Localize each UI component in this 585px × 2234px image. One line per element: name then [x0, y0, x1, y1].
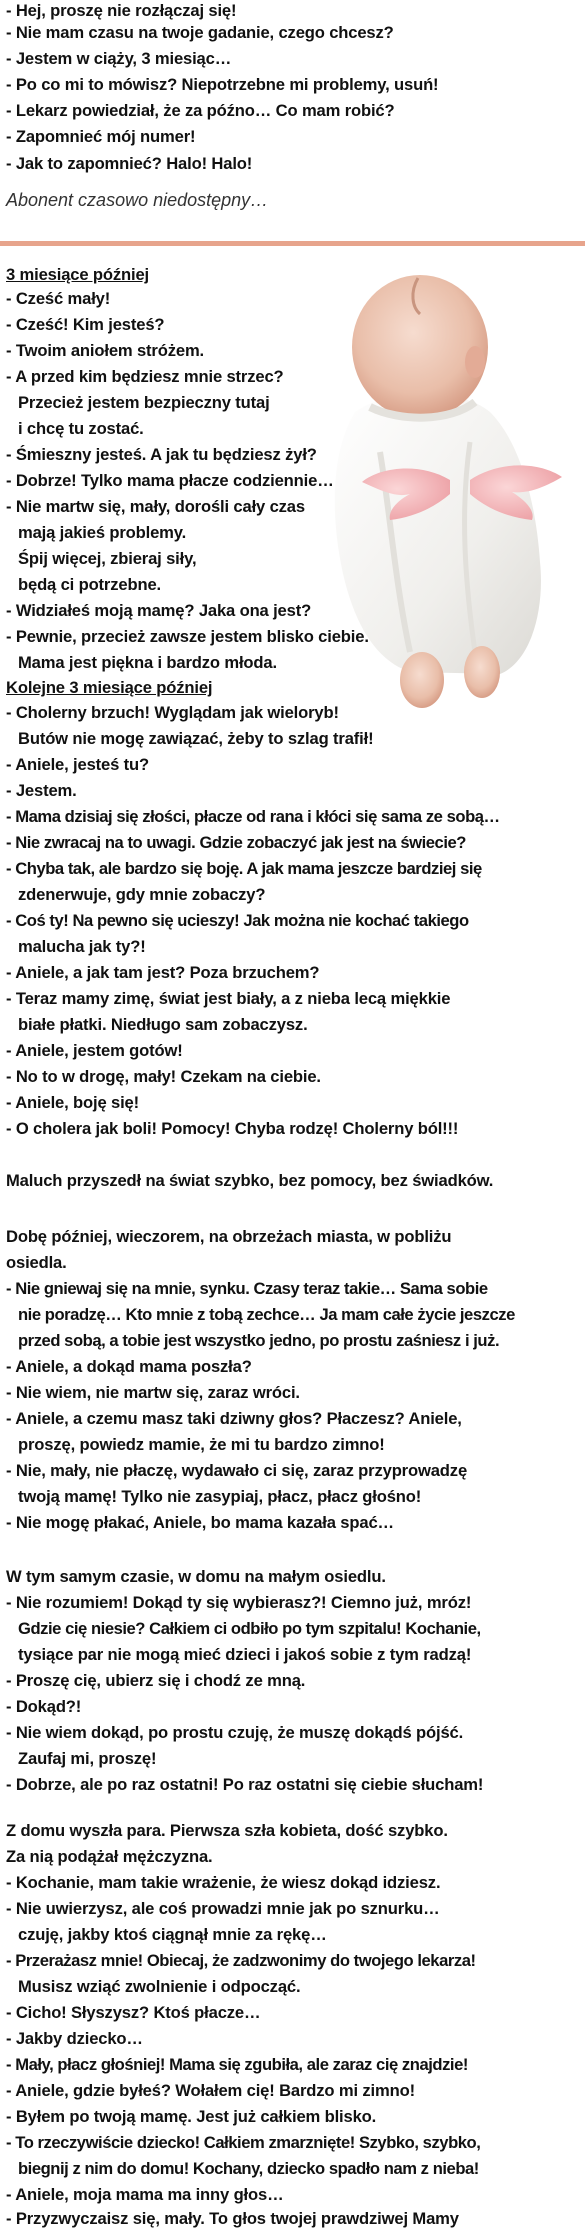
dialogue-line: - O cholera jak boli! Pomocy! Chyba rodzę! Cholerny ból!!! [6, 1119, 459, 1138]
dialogue-line: - Aniele, a czemu masz taki dziwny głos? Płaczesz? Aniele, [6, 1409, 462, 1428]
dialogue-line: - Nie wiem dokąd, po prostu czuję, że muszę dokądś pójść. [6, 1723, 464, 1742]
dialogue-line: Śpij więcej, zbieraj siły, [18, 549, 197, 568]
dialogue-line: - Nie mogę płakać, Aniele, bo mama kazała spać… [6, 1513, 394, 1532]
dialogue-line: przed sobą, a tobie jest wszystko jedno, po prostu zaśniesz i już. [18, 1331, 500, 1350]
dialogue-line: - Dobrze, ale po raz ostatni! Po raz ostatni się ciebie słucham! [6, 1775, 484, 1794]
dialogue-line: - Zapomnieć mój numer! [6, 127, 196, 146]
dialogue-line: - Przyzwyczaisz się, mały. To głos twojej prawdziwej Mamy [6, 2209, 459, 2228]
dialogue-line: - Aniele, a jak tam jest? Poza brzuchem? [6, 963, 320, 982]
dialogue-line: - Aniele, moja mama ma inny głos… [6, 2185, 284, 2204]
dialogue-line: - Coś ty! Na pewno się ucieszy! Jak można nie kochać takiego [6, 911, 469, 930]
dialogue-line: - Nie zwracaj na to uwagi. Gdzie zobaczyć jak jest na świecie? [6, 833, 466, 852]
section-divider [0, 241, 585, 246]
dialogue-line: twoją mamę! Tylko nie zasypiaj, płacz, płacz głośno! [18, 1487, 422, 1506]
dialogue-line: - Jestem w ciąży, 3 miesiąc… [6, 49, 232, 68]
dialogue-line: i chcę tu zostać. [18, 419, 144, 438]
dialogue-line: - Aniele, gdzie byłeś? Wołałem cię! Bardzo mi zimno! [6, 2081, 415, 2100]
dialogue-line: malucha jak ty?! [18, 937, 146, 956]
dialogue-line: - Nie martw się, mały, dorośli cały czas [6, 497, 305, 516]
dialogue-line: - Chyba tak, ale bardzo się boję. A jak mama jeszcze bardziej się [6, 859, 482, 878]
dialogue-line: Mama jest piękna i bardzo młoda. [18, 653, 277, 672]
narration-line: Za nią podążał mężczyzna. [6, 1847, 213, 1866]
dialogue-line: tysiące par nie mogą mieć dzieci i jakoś sobie z tym radzą! [18, 1645, 472, 1664]
section-heading: 3 miesiące później [6, 265, 150, 284]
dialogue-line: - Hej, proszę nie rozłączaj się! [6, 1, 237, 20]
dialogue-line: - Nie, mały, nie płaczę, wydawało ci się, zaraz przyprowadzę [6, 1461, 468, 1480]
dialogue-line: - Aniele, jestem gotów! [6, 1041, 183, 1060]
dialogue-line: mają jakieś problemy. [18, 523, 187, 542]
narration-line: W tym samym czasie, w domu na małym osiedlu. [6, 1567, 386, 1586]
dialogue-line: - Cześć! Kim jesteś? [6, 315, 165, 334]
dialogue-line: będą ci potrzebne. [18, 575, 161, 594]
dialogue-line: - Aniele, boję się! [6, 1093, 140, 1112]
dialogue-line: - Mały, płacz głośniej! Mama się zgubiła, ale zaraz cię znajdzie! [6, 2055, 468, 2074]
dialogue-line: białe płatki. Niedługo sam zobaczysz. [18, 1015, 308, 1034]
dialogue-line: - Jak to zapomnieć? Halo! Halo! [6, 154, 253, 173]
narration-line: Dobę później, wieczorem, na obrzeżach miasta, w pobliżu [6, 1227, 452, 1246]
dialogue-line: Przecież jestem bezpieczny tutaj [18, 393, 270, 412]
dialogue-line: czuję, jakby ktoś ciągnął mnie za rękę… [18, 1925, 327, 1944]
dialogue-line: Gdzie cię niesie? Całkiem ci odbiło po tym szpitalu! Kochanie, [18, 1619, 481, 1638]
dialogue-line: Butów nie mogę zawiązać, żeby to szlag trafił! [18, 729, 374, 748]
dialogue-line: zdenerwuje, gdy mnie zobaczy? [18, 885, 266, 904]
dialogue-line: - A przed kim będziesz mnie strzec? [6, 367, 284, 386]
dialogue-line: biegnij z nim do domu! Kochany, dziecko spadło nam z nieba! [18, 2159, 479, 2178]
dialogue-line: - Widziałeś moją mamę? Jaka ona jest? [6, 601, 312, 620]
dialogue-line: - Mama dzisiaj się złości, płacze od rana i kłóci się sama ze sobą… [6, 807, 500, 826]
dialogue-line: - Kochanie, mam takie wrażenie, że wiesz dokąd idziesz. [6, 1873, 441, 1892]
dialogue-line: - To rzeczywiście dziecko! Całkiem zmarznięte! Szybko, szybko, [6, 2133, 481, 2152]
dialogue-line: - Po co mi to mówisz? Niepotrzebne mi problemy, usuń! [6, 75, 439, 94]
call-status-text: Abonent czasowo niedostępny… [6, 190, 269, 210]
dialogue-line: - Dobrze! Tylko mama płacze codziennie… [6, 471, 334, 490]
dialogue-line: - Jakby dziecko… [6, 2029, 143, 2048]
section-heading: Kolejne 3 miesiące później [6, 678, 213, 697]
dialogue-line: - Nie mam czasu na twoje gadanie, czego chcesz? [6, 23, 394, 42]
narration-line: Z domu wyszła para. Pierwsza szła kobieta, dość szybko. [6, 1821, 448, 1840]
dialogue-line: - Przerażasz mnie! Obiecaj, że zadzwonimy do twojego lekarza! [6, 1951, 476, 1970]
dialogue-line: - Teraz mamy zimę, świat jest biały, a z nieba lecą miękkie [6, 989, 451, 1008]
narration-line: Maluch przyszedł na świat szybko, bez pomocy, bez świadków. [6, 1171, 494, 1190]
dialogue-line: - Nie wiem, nie martw się, zaraz wróci. [6, 1383, 300, 1402]
dialogue-line: - Cześć mały! [6, 289, 111, 308]
narration-line: osiedla. [6, 1253, 67, 1272]
dialogue-line: - Proszę cię, ubierz się i chodź ze mną. [6, 1671, 306, 1690]
baby-with-wings-image [300, 262, 585, 717]
dialogue-line: Zaufaj mi, proszę! [18, 1749, 157, 1768]
dialogue-line: - Cicho! Słyszysz? Ktoś płacze… [6, 2003, 261, 2022]
dialogue-line: - Nie uwierzysz, ale coś prowadzi mnie jak po sznurku… [6, 1899, 440, 1918]
dialogue-line: - Dokąd?! [6, 1697, 82, 1716]
dialogue-line: - Lekarz powiedział, że za późno… Co mam robić? [6, 101, 395, 120]
dialogue-line: - Cholerny brzuch! Wyglądam jak wieloryb! [6, 703, 339, 722]
dialogue-line: - Śmieszny jesteś. A jak tu będziesz żył? [6, 445, 317, 464]
dialogue-line: - Byłem po twoją mamę. Jest już całkiem blisko. [6, 2107, 377, 2126]
dialogue-line: - Nie gniewaj się na mnie, synku. Czasy teraz takie… Sama sobie [6, 1279, 488, 1298]
dialogue-line: proszę, powiedz mamie, że mi tu bardzo zimno! [18, 1435, 385, 1454]
dialogue-line: - Aniele, jesteś tu? [6, 755, 149, 774]
dialogue-line: - Aniele, a dokąd mama poszła? [6, 1357, 252, 1376]
dialogue-line: nie poradzę… Kto mnie z tobą zechce… Ja mam całe życie jeszcze [18, 1305, 515, 1324]
dialogue-line: - No to w drogę, mały! Czekam na ciebie. [6, 1067, 321, 1086]
dialogue-line: - Pewnie, przecież zawsze jestem blisko ciebie. [6, 627, 369, 646]
dialogue-line: - Nie rozumiem! Dokąd ty się wybierasz?! Ciemno już, mróz! [6, 1593, 472, 1612]
dialogue-line: - Twoim aniołem stróżem. [6, 341, 205, 360]
dialogue-line: Musisz wziąć zwolnienie i odpocząć. [18, 1977, 301, 1996]
dialogue-line: - Jestem. [6, 781, 77, 800]
